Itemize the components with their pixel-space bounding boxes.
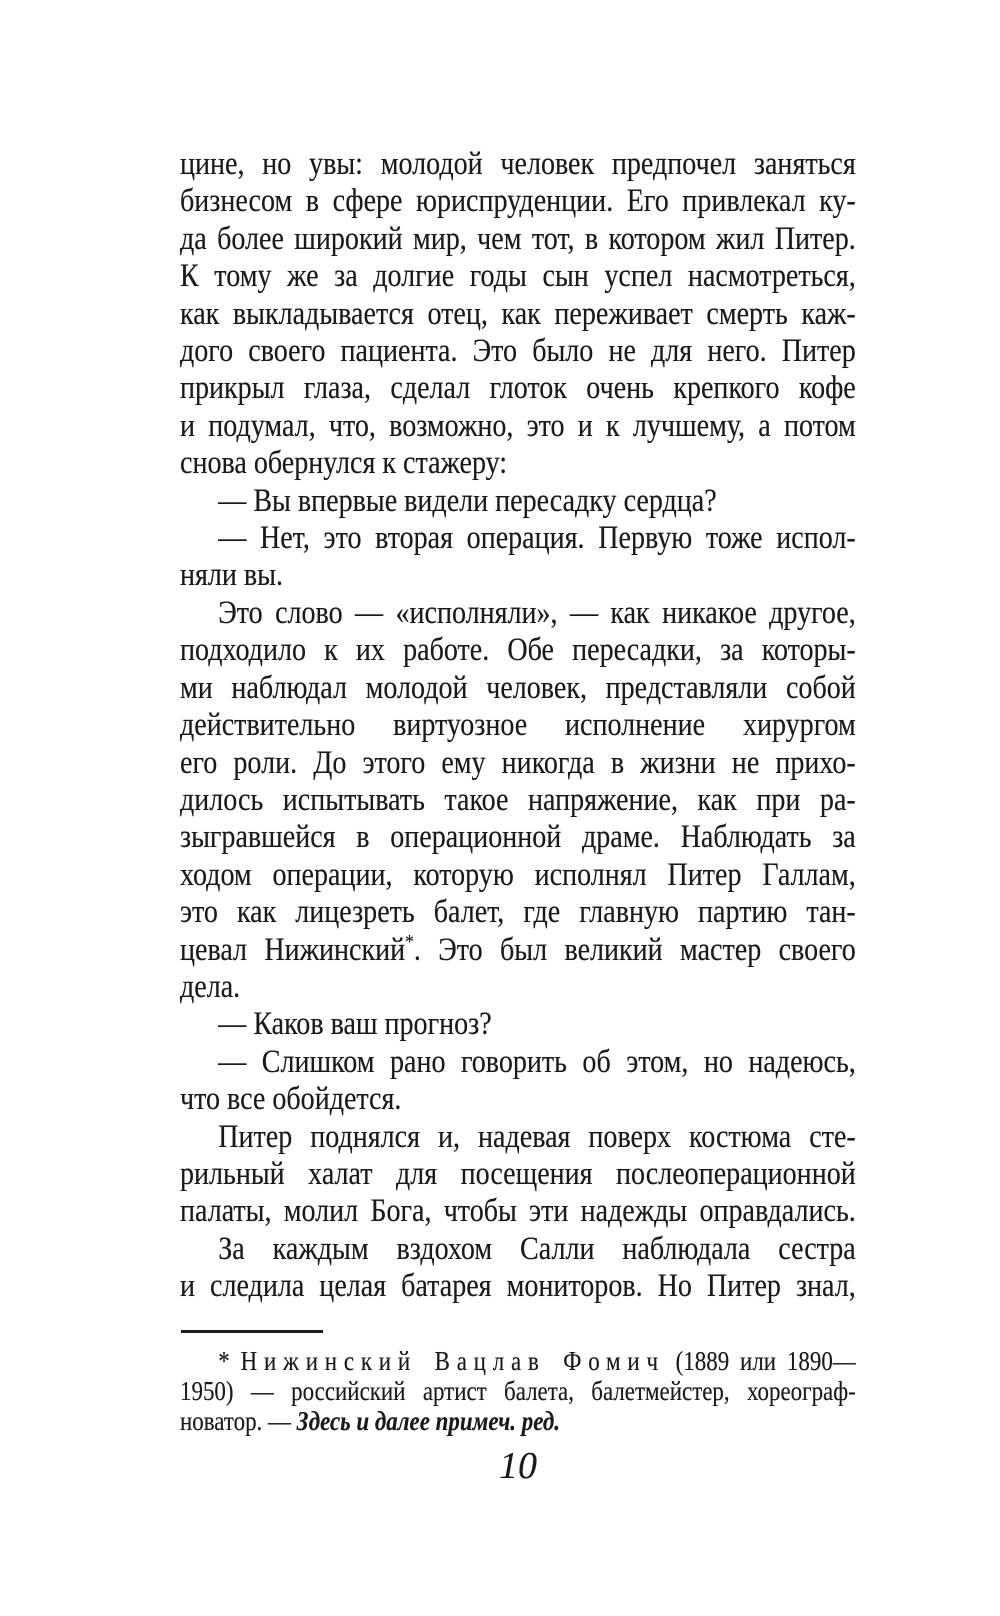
body-line: да более широкий мир, чем тот, в котором жил Питер.: [180, 220, 856, 257]
footnote-ref-asterisk: *: [405, 930, 414, 953]
footnote-line-end: новатор. —: [180, 1406, 291, 1436]
body-line: бизнесом в сфере юриспруденции. Его привлекал ку-: [180, 183, 856, 220]
footnote-separator-rule: [181, 1330, 323, 1333]
page-body-text: [180, 146, 975, 1306]
body-line: что все обойдется.: [180, 1081, 402, 1118]
body-line: Питер поднялся и, надевая поверх костюма сте-: [218, 1118, 856, 1155]
body-line: действительно виртуозное исполнение хирургом: [180, 707, 856, 744]
body-line: — Вы впервые видели пересадку сердца?: [218, 482, 717, 519]
body-line: цевал Нижинский*. Это был великий мастер своего: [180, 930, 856, 968]
footnote-editor-note: Здесь и далее примеч. ред.: [296, 1406, 560, 1436]
body-line: прикрыл глаза, сделал глоток очень крепкого кофе: [180, 370, 856, 407]
footnote-person-name: Нижинский Вацлав Фомич: [240, 1346, 665, 1376]
body-line: снова обернулся к стажеру:: [180, 445, 508, 482]
body-lines: [180, 146, 975, 1306]
footnote: [180, 1346, 975, 1436]
body-line: дилось испытывать такое напряжение, как при ра-: [180, 781, 856, 818]
body-line: Это слово — «исполняли», — как никакое другое,: [218, 594, 856, 631]
body-line: дого своего пациента. Это было не для него. Питер: [180, 333, 856, 370]
footnote-line: [180, 1346, 856, 1376]
page-number: 10: [499, 1445, 537, 1487]
body-line: К тому же за долгие годы сын успел насмотреться,: [180, 258, 856, 295]
body-line: подходило к их работе. Обе пересадки, за которы-: [180, 632, 856, 669]
footnote-marker: *: [218, 1346, 230, 1376]
footnote-line: 1950) — российский артист балета, балетмейстер, хореограф-: [180, 1376, 856, 1406]
body-line: — Слишком рано говорить об этом, но надеюсь,: [218, 1043, 856, 1080]
body-line: — Каков ваш прогноз?: [218, 1006, 492, 1043]
body-line: ходом операции, которую исполнял Питер Галлам,: [180, 856, 856, 893]
body-line: и подумал, что, возможно, это и к лучшему, а потом: [180, 407, 856, 444]
body-line: ми наблюдал молодой человек, представляли собой: [180, 669, 856, 706]
footnote-line: [180, 1406, 856, 1436]
body-line: — Нет, это вторая операция. Первую тоже испол-: [218, 520, 856, 557]
body-line: как выкладывается отец, как переживает смерть каж-: [180, 295, 856, 332]
body-line: палаты, молил Бога, чтобы эти надежды оправдались.: [180, 1193, 856, 1230]
body-line: няли вы.: [180, 557, 284, 594]
body-line: За каждым вздохом Салли наблюдала сестра: [218, 1230, 856, 1267]
body-line: это как лицезреть балет, где главную партию тан-: [180, 894, 856, 931]
body-line: цине, но увы: молодой человек предпочел заняться: [180, 146, 856, 182]
body-line: зыгравшейся в операционной драме. Наблюдать за: [180, 819, 856, 856]
body-line: его роли. До этого ему никогда в жизни не прихо-: [180, 744, 856, 781]
body-line: рильный халат для посещения послеоперационной: [180, 1155, 856, 1192]
body-line: дела.: [180, 968, 241, 1005]
footnote-dates: (1889 или 1890—: [675, 1346, 856, 1376]
body-line: и следила целая батарея мониторов. Но Питер знал,: [180, 1268, 856, 1305]
